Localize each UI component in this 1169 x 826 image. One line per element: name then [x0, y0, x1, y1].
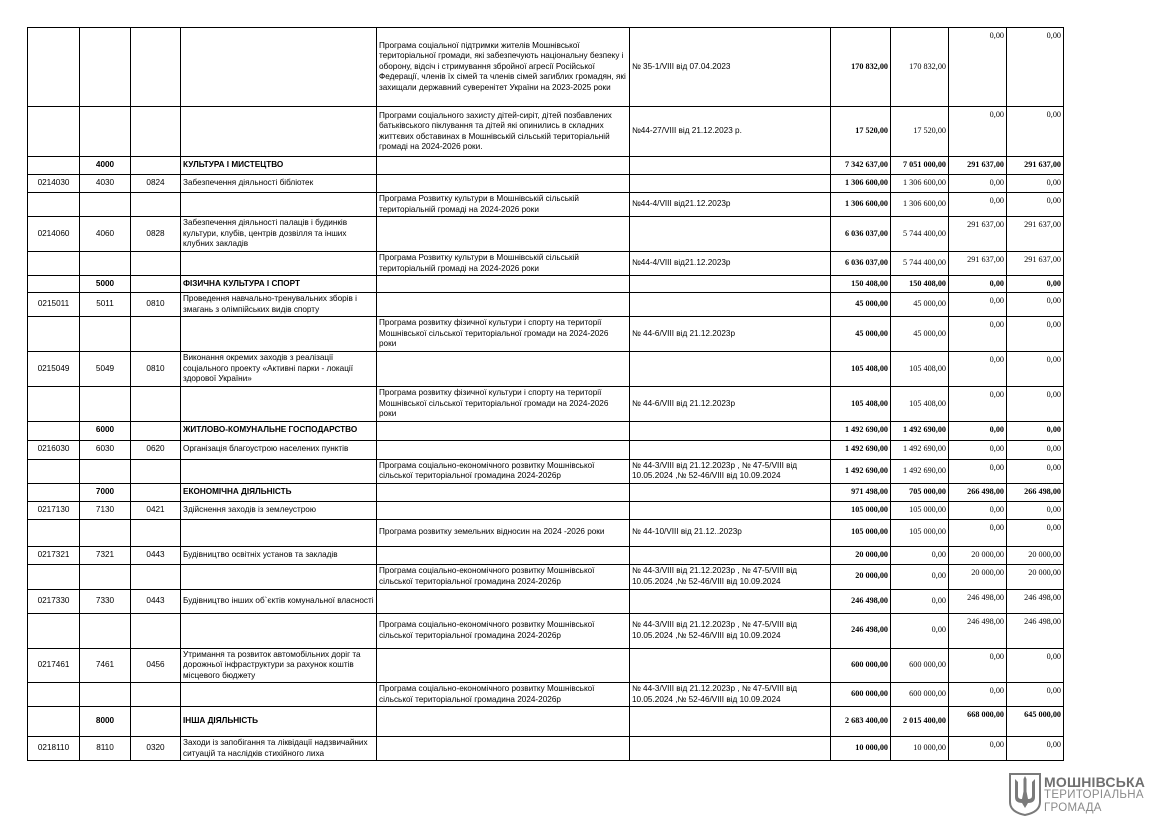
development-budget-cell: 645 000,00 — [1007, 707, 1064, 737]
decision-doc-cell — [630, 648, 831, 683]
development-budget-cell: 0,00 — [1007, 293, 1064, 317]
special-fund-cell: 291 637,00 — [949, 217, 1007, 252]
table-row — [28, 737, 1064, 761]
kfk-code-cell: 7130 — [80, 501, 131, 519]
decision-doc-cell: № 44-3/VIII від 21.12.2023р , № 47-5/VIII від 10.05.2024 ,№ 52-46/VIII від 10.09.2024 — [630, 459, 831, 483]
function-name-cell: Здійснення заходів із землеустрою — [181, 501, 377, 519]
program-name-cell: Програма соціально-економічного розвитку Мошнівської сільської територіальної громадина 2024-2026р — [377, 683, 630, 707]
kpkv-code-cell: 0215011 — [28, 293, 80, 317]
kfkv-code-cell — [131, 193, 181, 217]
table-row — [28, 564, 1064, 589]
table-row — [28, 293, 1064, 317]
section-row — [28, 276, 1064, 293]
general-fund-cell: 105 408,00 — [891, 387, 949, 422]
decision-doc-cell — [630, 175, 831, 193]
function-name-cell: Утримання та розвиток автомобільних доріг та дорожньої інфраструктури за рахунок коштів місцевого бюджету — [181, 648, 377, 683]
decision-doc-cell: № 44-6/VIII від 21.12.2023р — [630, 317, 831, 352]
decision-doc-cell — [630, 501, 831, 519]
special-fund-cell: 246 498,00 — [949, 589, 1007, 613]
total-amount-cell: 105 408,00 — [831, 352, 891, 387]
table-row — [28, 107, 1064, 157]
total-amount-cell: 150 408,00 — [831, 276, 891, 293]
special-fund-cell: 20 000,00 — [949, 546, 1007, 564]
decision-doc-cell — [630, 440, 831, 459]
function-name-cell — [181, 683, 377, 707]
table-row — [28, 613, 1064, 648]
function-name-cell: Заходи із запобігання та ліквідації надзвичайних ситуацій та наслідків стихійного лиха — [181, 737, 377, 761]
function-name-cell: Забезпечення діяльності палаців і будинків культури, клубів, центрів дозвілля та iнших клубних закладів — [181, 217, 377, 252]
general-fund-cell: 600 000,00 — [891, 648, 949, 683]
general-fund-cell: 105 000,00 — [891, 519, 949, 546]
development-budget-cell: 0,00 — [1007, 440, 1064, 459]
special-fund-cell: 0,00 — [949, 193, 1007, 217]
development-budget-cell: 246 498,00 — [1007, 613, 1064, 648]
function-name-cell — [181, 317, 377, 352]
kfk-code-cell — [80, 28, 131, 107]
general-fund-cell: 5 744 400,00 — [891, 252, 949, 276]
special-fund-cell: 0,00 — [949, 175, 1007, 193]
program-name-cell: Програма соціально-економічного розвитку Мошнівської сільської територіальної громадина 2024-2026р — [377, 459, 630, 483]
kpkv-code-cell — [28, 28, 80, 107]
decision-doc-cell: №44-27/VIII від 21.12.2023 р. — [630, 107, 831, 157]
development-budget-cell: 266 498,00 — [1007, 483, 1064, 501]
special-fund-cell: 0,00 — [949, 293, 1007, 317]
total-amount-cell: 600 000,00 — [831, 648, 891, 683]
function-name-cell: ЖИТЛОВО-КОМУНАЛЬНЕ ГОСПОДАРСТВО — [181, 421, 377, 440]
special-fund-cell: 0,00 — [949, 317, 1007, 352]
decision-doc-cell: № 44-10/VIII від 21.12..2023р — [630, 519, 831, 546]
kfk-code-cell: 7330 — [80, 589, 131, 613]
development-budget-cell: 20 000,00 — [1007, 546, 1064, 564]
general-fund-cell: 150 408,00 — [891, 276, 949, 293]
program-name-cell — [377, 157, 630, 175]
kfk-code-cell: 6000 — [80, 421, 131, 440]
kfkv-code-cell: 0810 — [131, 352, 181, 387]
kfkv-code-cell — [131, 519, 181, 546]
total-amount-cell: 10 000,00 — [831, 737, 891, 761]
kpkv-code-cell — [28, 157, 80, 175]
table-row — [28, 387, 1064, 422]
total-amount-cell: 246 498,00 — [831, 613, 891, 648]
kfk-code-cell: 5000 — [80, 276, 131, 293]
program-name-cell — [377, 737, 630, 761]
special-fund-cell: 0,00 — [949, 107, 1007, 157]
kpkv-code-cell — [28, 459, 80, 483]
total-amount-cell: 45 000,00 — [831, 293, 891, 317]
section-row — [28, 157, 1064, 175]
function-name-cell — [181, 28, 377, 107]
kfkv-code-cell — [131, 459, 181, 483]
decision-doc-cell — [630, 707, 831, 737]
development-budget-cell: 291 637,00 — [1007, 252, 1064, 276]
development-budget-cell: 0,00 — [1007, 648, 1064, 683]
budget-programs-table — [27, 27, 1064, 761]
program-name-cell: Програма розвитку фізичної культури і спорту на території Мошнівської сільської територіальної громади на 2024-2026 роки — [377, 317, 630, 352]
kpkv-code-cell — [28, 519, 80, 546]
program-name-cell — [377, 293, 630, 317]
total-amount-cell: 1 306 600,00 — [831, 193, 891, 217]
total-amount-cell: 1 492 690,00 — [831, 421, 891, 440]
kpkv-code-cell: 0217321 — [28, 546, 80, 564]
section-row — [28, 707, 1064, 737]
program-name-cell: Програма Розвитку культури в Мошнівській сільській територіальній громаді на 2024-2026 роки — [377, 252, 630, 276]
development-budget-cell: 0,00 — [1007, 683, 1064, 707]
function-name-cell — [181, 459, 377, 483]
kfkv-code-cell: 0620 — [131, 440, 181, 459]
program-name-cell — [377, 217, 630, 252]
kpkv-code-cell — [28, 683, 80, 707]
program-name-cell — [377, 483, 630, 501]
program-name-cell — [377, 276, 630, 293]
special-fund-cell: 291 637,00 — [949, 157, 1007, 175]
total-amount-cell: 246 498,00 — [831, 589, 891, 613]
kfk-code-cell: 4060 — [80, 217, 131, 252]
program-name-cell — [377, 707, 630, 737]
special-fund-cell: 0,00 — [949, 276, 1007, 293]
function-name-cell: ІНША ДІЯЛЬНІСТЬ — [181, 707, 377, 737]
general-fund-cell: 7 051 000,00 — [891, 157, 949, 175]
development-budget-cell: 0,00 — [1007, 352, 1064, 387]
development-budget-cell: 0,00 — [1007, 175, 1064, 193]
function-name-cell: ЕКОНОМІЧНА ДІЯЛЬНІСТЬ — [181, 483, 377, 501]
kfkv-code-cell: 0443 — [131, 546, 181, 564]
decision-doc-cell: №44-4/VIII від21.12.2023р — [630, 193, 831, 217]
function-name-cell — [181, 252, 377, 276]
kfkv-code-cell — [131, 683, 181, 707]
kfk-code-cell — [80, 613, 131, 648]
program-name-cell: Програма соціально-економічного розвитку Мошнівської сільської територіальної громадина 2024-2026р — [377, 613, 630, 648]
decision-doc-cell: № 44-3/VIII від 21.12.2023р , № 47-5/VIII від 10.05.2024 ,№ 52-46/VIII від 10.09.2024 — [630, 613, 831, 648]
decision-doc-cell — [630, 546, 831, 564]
special-fund-cell: 0,00 — [949, 387, 1007, 422]
general-fund-cell: 705 000,00 — [891, 483, 949, 501]
kfkv-code-cell — [131, 252, 181, 276]
decision-doc-cell — [630, 217, 831, 252]
kfk-code-cell: 4000 — [80, 157, 131, 175]
special-fund-cell: 266 498,00 — [949, 483, 1007, 501]
kpkv-code-cell — [28, 707, 80, 737]
decision-doc-cell — [630, 589, 831, 613]
kfkv-code-cell — [131, 276, 181, 293]
kfk-code-cell — [80, 317, 131, 352]
development-budget-cell: 0,00 — [1007, 28, 1064, 107]
special-fund-cell: 246 498,00 — [949, 613, 1007, 648]
kfkv-code-cell — [131, 317, 181, 352]
total-amount-cell: 6 036 037,00 — [831, 217, 891, 252]
total-amount-cell: 1 492 690,00 — [831, 440, 891, 459]
special-fund-cell: 0,00 — [949, 440, 1007, 459]
table-row — [28, 28, 1064, 107]
general-fund-cell: 1 492 690,00 — [891, 440, 949, 459]
table-row — [28, 193, 1064, 217]
function-name-cell — [181, 107, 377, 157]
general-fund-cell: 2 015 400,00 — [891, 707, 949, 737]
special-fund-cell: 0,00 — [949, 737, 1007, 761]
kpkv-code-cell — [28, 564, 80, 589]
decision-doc-cell — [630, 276, 831, 293]
kfk-code-cell — [80, 387, 131, 422]
program-name-cell — [377, 440, 630, 459]
general-fund-cell: 45 000,00 — [891, 317, 949, 352]
program-name-cell: Програми соціального захисту дітей-сиріт, дітей позбавлених батьківського піклування та дітей які опинились в складних життєвих обставинах в Мошнівській сільській територіальній громаді на 2024-2026 роки. — [377, 107, 630, 157]
table-row — [28, 459, 1064, 483]
total-amount-cell: 170 832,00 — [831, 28, 891, 107]
special-fund-cell: 0,00 — [949, 501, 1007, 519]
function-name-cell — [181, 519, 377, 546]
special-fund-cell: 291 637,00 — [949, 252, 1007, 276]
program-name-cell — [377, 175, 630, 193]
general-fund-cell: 105 000,00 — [891, 501, 949, 519]
total-amount-cell: 6 036 037,00 — [831, 252, 891, 276]
development-budget-cell: 0,00 — [1007, 387, 1064, 422]
special-fund-cell: 0,00 — [949, 28, 1007, 107]
table-row — [28, 440, 1064, 459]
kfk-code-cell — [80, 252, 131, 276]
development-budget-cell: 0,00 — [1007, 421, 1064, 440]
table-row — [28, 519, 1064, 546]
function-name-cell: Забезпечення діяльності бібліотек — [181, 175, 377, 193]
decision-doc-cell — [630, 737, 831, 761]
decision-doc-cell: № 44-3/VIII від 21.12.2023р , № 47-5/VIII від 10.05.2024 ,№ 52-46/VIII від 10.09.2024 — [630, 683, 831, 707]
kpkv-code-cell: 0215049 — [28, 352, 80, 387]
logo-line-2: ТЕРИТОРІАЛЬНА — [1044, 789, 1144, 801]
kfkv-code-cell — [131, 613, 181, 648]
table-row — [28, 175, 1064, 193]
decision-doc-cell — [630, 352, 831, 387]
kfk-code-cell: 8110 — [80, 737, 131, 761]
development-budget-cell: 0,00 — [1007, 737, 1064, 761]
development-budget-cell: 0,00 — [1007, 107, 1064, 157]
table-row — [28, 317, 1064, 352]
total-amount-cell: 105 000,00 — [831, 519, 891, 546]
general-fund-cell: 1 306 600,00 — [891, 193, 949, 217]
kfkv-code-cell: 0456 — [131, 648, 181, 683]
table-row — [28, 352, 1064, 387]
development-budget-cell: 0,00 — [1007, 519, 1064, 546]
table-row — [28, 683, 1064, 707]
general-fund-cell: 10 000,00 — [891, 737, 949, 761]
kfkv-code-cell — [131, 421, 181, 440]
development-budget-cell: 0,00 — [1007, 459, 1064, 483]
table-row — [28, 546, 1064, 564]
general-fund-cell: 17 520,00 — [891, 107, 949, 157]
total-amount-cell: 1 306 600,00 — [831, 175, 891, 193]
kfk-code-cell — [80, 564, 131, 589]
total-amount-cell: 20 000,00 — [831, 564, 891, 589]
function-name-cell: Виконання окремих заходів з реалізації соціального проекту «Активні парки - локації здорової України» — [181, 352, 377, 387]
decision-doc-cell: № 44-6/VIII від 21.12.2023р — [630, 387, 831, 422]
table-row — [28, 589, 1064, 613]
development-budget-cell: 20 000,00 — [1007, 564, 1064, 589]
kfk-code-cell — [80, 683, 131, 707]
kfkv-code-cell: 0421 — [131, 501, 181, 519]
kpkv-code-cell — [28, 193, 80, 217]
development-budget-cell: 0,00 — [1007, 276, 1064, 293]
special-fund-cell: 0,00 — [949, 648, 1007, 683]
program-name-cell: Програма розвитку земельних відносин на 2024 -2026 роки — [377, 519, 630, 546]
decision-doc-cell: №44-4/VIII від21.12.2023р — [630, 252, 831, 276]
kfkv-code-cell: 0824 — [131, 175, 181, 193]
kfkv-code-cell: 0443 — [131, 589, 181, 613]
kpkv-code-cell — [28, 613, 80, 648]
decision-doc-cell — [630, 421, 831, 440]
development-budget-cell: 291 637,00 — [1007, 157, 1064, 175]
kfk-code-cell: 7000 — [80, 483, 131, 501]
decision-doc-cell — [630, 157, 831, 175]
general-fund-cell: 0,00 — [891, 546, 949, 564]
kfk-code-cell: 7321 — [80, 546, 131, 564]
kfkv-code-cell — [131, 707, 181, 737]
function-name-cell — [181, 613, 377, 648]
table-row — [28, 648, 1064, 683]
general-fund-cell: 105 408,00 — [891, 352, 949, 387]
decision-doc-cell: № 35-1/VIII від 07.04.2023 — [630, 28, 831, 107]
kfk-code-cell — [80, 107, 131, 157]
function-name-cell — [181, 564, 377, 589]
function-name-cell — [181, 387, 377, 422]
total-amount-cell: 2 683 400,00 — [831, 707, 891, 737]
section-row — [28, 421, 1064, 440]
program-name-cell — [377, 648, 630, 683]
kfkv-code-cell — [131, 107, 181, 157]
kpkv-code-cell: 0214060 — [28, 217, 80, 252]
program-name-cell — [377, 421, 630, 440]
program-name-cell — [377, 352, 630, 387]
kfkv-code-cell — [131, 483, 181, 501]
total-amount-cell: 600 000,00 — [831, 683, 891, 707]
kpkv-code-cell: 0217130 — [28, 501, 80, 519]
logo-line-1: МОШНІВСЬКА — [1044, 774, 1146, 790]
kpkv-code-cell — [28, 276, 80, 293]
kfk-code-cell: 7461 — [80, 648, 131, 683]
general-fund-cell: 0,00 — [891, 613, 949, 648]
kfk-code-cell — [80, 193, 131, 217]
general-fund-cell: 1 492 690,00 — [891, 459, 949, 483]
function-name-cell: Проведення навчально-тренувальних зборів і змагань з олімпійських видів спорту — [181, 293, 377, 317]
development-budget-cell: 0,00 — [1007, 317, 1064, 352]
general-fund-cell: 170 832,00 — [891, 28, 949, 107]
table-body — [28, 28, 1064, 761]
general-fund-cell: 5 744 400,00 — [891, 217, 949, 252]
kpkv-code-cell: 0218110 — [28, 737, 80, 761]
general-fund-cell: 1 306 600,00 — [891, 175, 949, 193]
program-name-cell: Програма Розвитку культури в Мошнівській сільській територіальній громаді на 2024-2026 роки — [377, 193, 630, 217]
general-fund-cell: 45 000,00 — [891, 293, 949, 317]
function-name-cell: Будівництво освітніх установ та закладів — [181, 546, 377, 564]
total-amount-cell: 20 000,00 — [831, 546, 891, 564]
kfkv-code-cell: 0810 — [131, 293, 181, 317]
general-fund-cell: 1 492 690,00 — [891, 421, 949, 440]
decision-doc-cell: № 44-3/VIII від 21.12.2023р , № 47-5/VIII від 10.05.2024 ,№ 52-46/VIII від 10.09.2024 — [630, 564, 831, 589]
decision-doc-cell — [630, 293, 831, 317]
program-name-cell — [377, 501, 630, 519]
kfk-code-cell — [80, 459, 131, 483]
general-fund-cell: 600 000,00 — [891, 683, 949, 707]
general-fund-cell: 0,00 — [891, 564, 949, 589]
total-amount-cell: 1 492 690,00 — [831, 459, 891, 483]
kpkv-code-cell: 0214030 — [28, 175, 80, 193]
special-fund-cell: 0,00 — [949, 352, 1007, 387]
development-budget-cell: 246 498,00 — [1007, 589, 1064, 613]
kpkv-code-cell: 0217330 — [28, 589, 80, 613]
special-fund-cell: 0,00 — [949, 421, 1007, 440]
function-name-cell: ФІЗИЧНА КУЛЬТУРА І СПОРТ — [181, 276, 377, 293]
kpkv-code-cell — [28, 252, 80, 276]
development-budget-cell: 291 637,00 — [1007, 217, 1064, 252]
function-name-cell: КУЛЬТУРА І МИСТЕЦТВО — [181, 157, 377, 175]
special-fund-cell: 0,00 — [949, 459, 1007, 483]
section-row — [28, 483, 1064, 501]
kpkv-code-cell: 0216030 — [28, 440, 80, 459]
program-name-cell: Програма розвитку фізичної культури і спорту на території Мошнівської сільської територіальної громади на 2024-2026 роки — [377, 387, 630, 422]
decision-doc-cell — [630, 483, 831, 501]
kfkv-code-cell — [131, 564, 181, 589]
kfk-code-cell: 8000 — [80, 707, 131, 737]
kfk-code-cell: 5011 — [80, 293, 131, 317]
development-budget-cell: 0,00 — [1007, 501, 1064, 519]
program-name-cell — [377, 546, 630, 564]
total-amount-cell: 7 342 637,00 — [831, 157, 891, 175]
total-amount-cell: 45 000,00 — [831, 317, 891, 352]
function-name-cell: Організація благоустрою населених пунктів — [181, 440, 377, 459]
trident-emblem-icon — [1008, 772, 1042, 816]
program-name-cell: Програма соціальної підтримки жителів Мошнівської територіальної громади, які забезпечують національну безпеку і оборону, відсіч і стримування збройної агресії Російської Федерації, членів їх сімей та членів сімей загиблих громадян, які захищали державний суверенітет України на 2023-2025 роки — [377, 28, 630, 107]
community-logo — [1008, 772, 1168, 818]
program-name-cell — [377, 589, 630, 613]
kfk-code-cell: 4030 — [80, 175, 131, 193]
kpkv-code-cell — [28, 387, 80, 422]
kpkv-code-cell: 0217461 — [28, 648, 80, 683]
table-row — [28, 217, 1064, 252]
kfkv-code-cell: 0828 — [131, 217, 181, 252]
table-row — [28, 252, 1064, 276]
program-name-cell: Програма соціально-економічного розвитку Мошнівської сільської територіальної громадина 2024-2026р — [377, 564, 630, 589]
special-fund-cell: 20 000,00 — [949, 564, 1007, 589]
general-fund-cell: 0,00 — [891, 589, 949, 613]
function-name-cell: Будівництво інших об`єктів комунальної власності — [181, 589, 377, 613]
function-name-cell — [181, 193, 377, 217]
kfkv-code-cell — [131, 157, 181, 175]
kfkv-code-cell — [131, 28, 181, 107]
kfk-code-cell: 5049 — [80, 352, 131, 387]
kfk-code-cell: 6030 — [80, 440, 131, 459]
development-budget-cell: 0,00 — [1007, 193, 1064, 217]
special-fund-cell: 668 000,00 — [949, 707, 1007, 737]
table-row — [28, 501, 1064, 519]
kfkv-code-cell — [131, 387, 181, 422]
total-amount-cell: 971 498,00 — [831, 483, 891, 501]
total-amount-cell: 17 520,00 — [831, 107, 891, 157]
special-fund-cell: 0,00 — [949, 683, 1007, 707]
logo-line-3: ГРОМАДА — [1044, 802, 1102, 814]
total-amount-cell: 105 408,00 — [831, 387, 891, 422]
special-fund-cell: 0,00 — [949, 519, 1007, 546]
kfk-code-cell — [80, 519, 131, 546]
kfkv-code-cell: 0320 — [131, 737, 181, 761]
kpkv-code-cell — [28, 317, 80, 352]
kpkv-code-cell — [28, 421, 80, 440]
total-amount-cell: 105 000,00 — [831, 501, 891, 519]
kpkv-code-cell — [28, 107, 80, 157]
kpkv-code-cell — [28, 483, 80, 501]
